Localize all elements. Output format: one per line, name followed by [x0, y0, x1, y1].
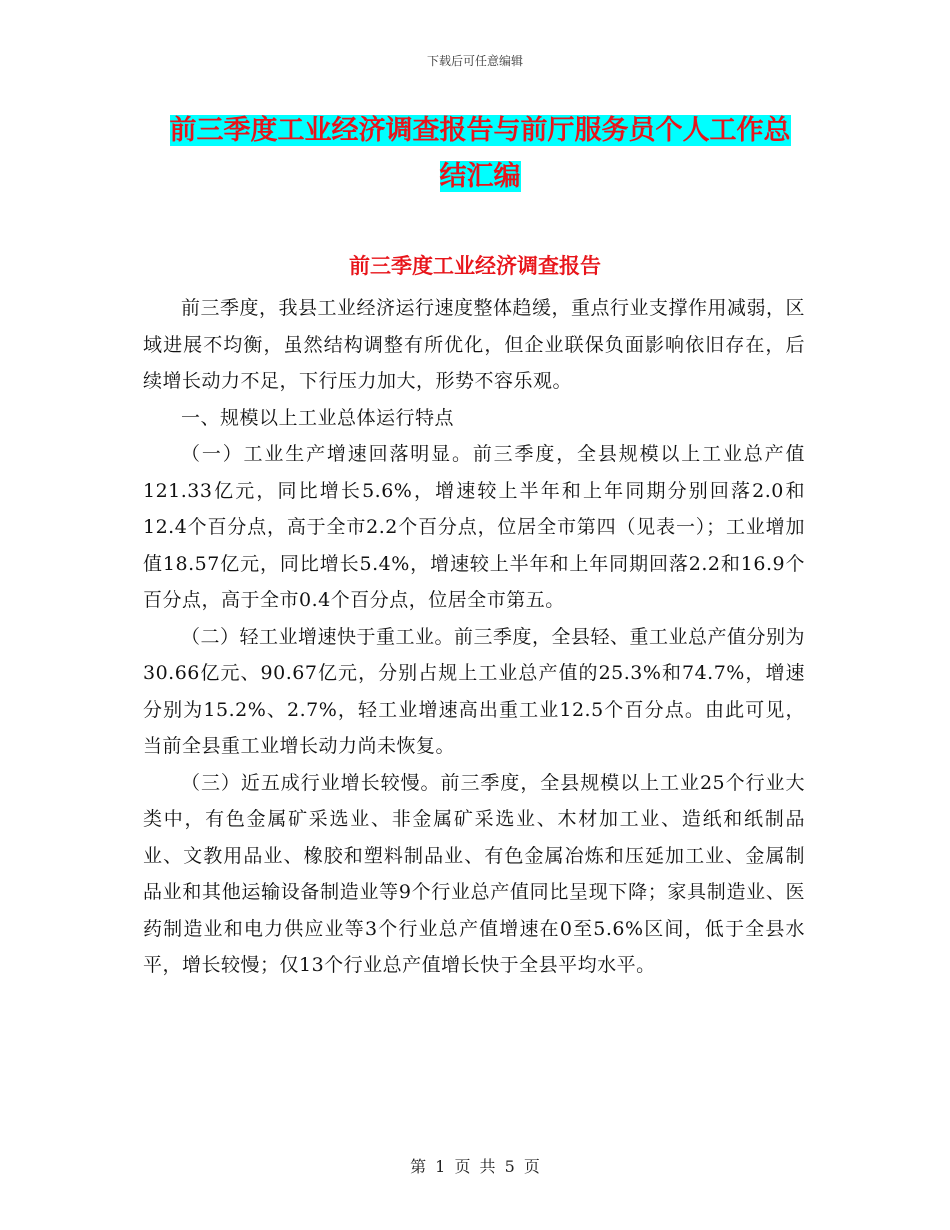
document-title [150, 108, 810, 200]
paragraph-item-3: （三）近五成行业增长较慢。前三季度，全县规模以上工业25个行业大类中，有色金属矿采选业、非金属矿采选业、木材加工业、造纸和纸制品业、文教用品业、橡胶和塑料制品业、有色金属冶炼和压延加工业、金属制品业和其他运输设备制造业等9个行业总产值同比呈现下降；家具制造业、医药制造业和电力供应业等3个行业总产值增速在0至5.6%区间，低于全县水平，增长较慢；仅13个行业总产值增长快于全县平均水平。 [143, 771, 805, 976]
page-indicator: 第 1 页 共 5 页 [410, 1157, 540, 1176]
paragraph-heading-1: 一、规模以上工业总体运行特点 [181, 406, 455, 429]
paragraph-item-1: （一）工业生产增速回落明显。前三季度，全县规模以上工业总产值121.33亿元，同比增长5.6%，增速较上半年和上年同期分别回落2.0和12.4个百分点，高于全市2.2个百分点，位居全市第四（见表一）；工业增加值18.57亿元，同比增长5.4%，增速较上半年和上年同期回落2.2和16.9个百分点，高于全市0.4个百分点，位居全市第五。 [143, 443, 805, 611]
document-title-line-1: 前三季度工业经济调查报告与前厅服务员个人工作总 [169, 115, 791, 146]
header-note: 下载后可任意编辑 [426, 54, 523, 68]
section-title: 前三季度工业经济调查报告 [349, 254, 601, 278]
document-title-line-2: 结汇编 [439, 161, 521, 192]
paragraph-intro: 前三季度，我县工业经济运行速度整体趋缓，重点行业支撑作用减弱，区域进展不均衡，虽然结构调整有所优化，但企业联保负面影响依旧存在，后续增长动力不足，下行压力加大，形势不容乐观。 [143, 297, 806, 392]
paragraph-item-2: （二）轻工业增速快于重工业。前三季度，全县轻、重工业总产值分别为30.66亿元、90.67亿元，分别占规上工业总产值的25.3%和74.7%，增速分别为15.2%、2.7%，轻工业增速高出重工业12.5个百分点。由此可见，当前全县重工业增长动力尚未恢复。 [143, 625, 806, 757]
document-body [143, 290, 805, 984]
